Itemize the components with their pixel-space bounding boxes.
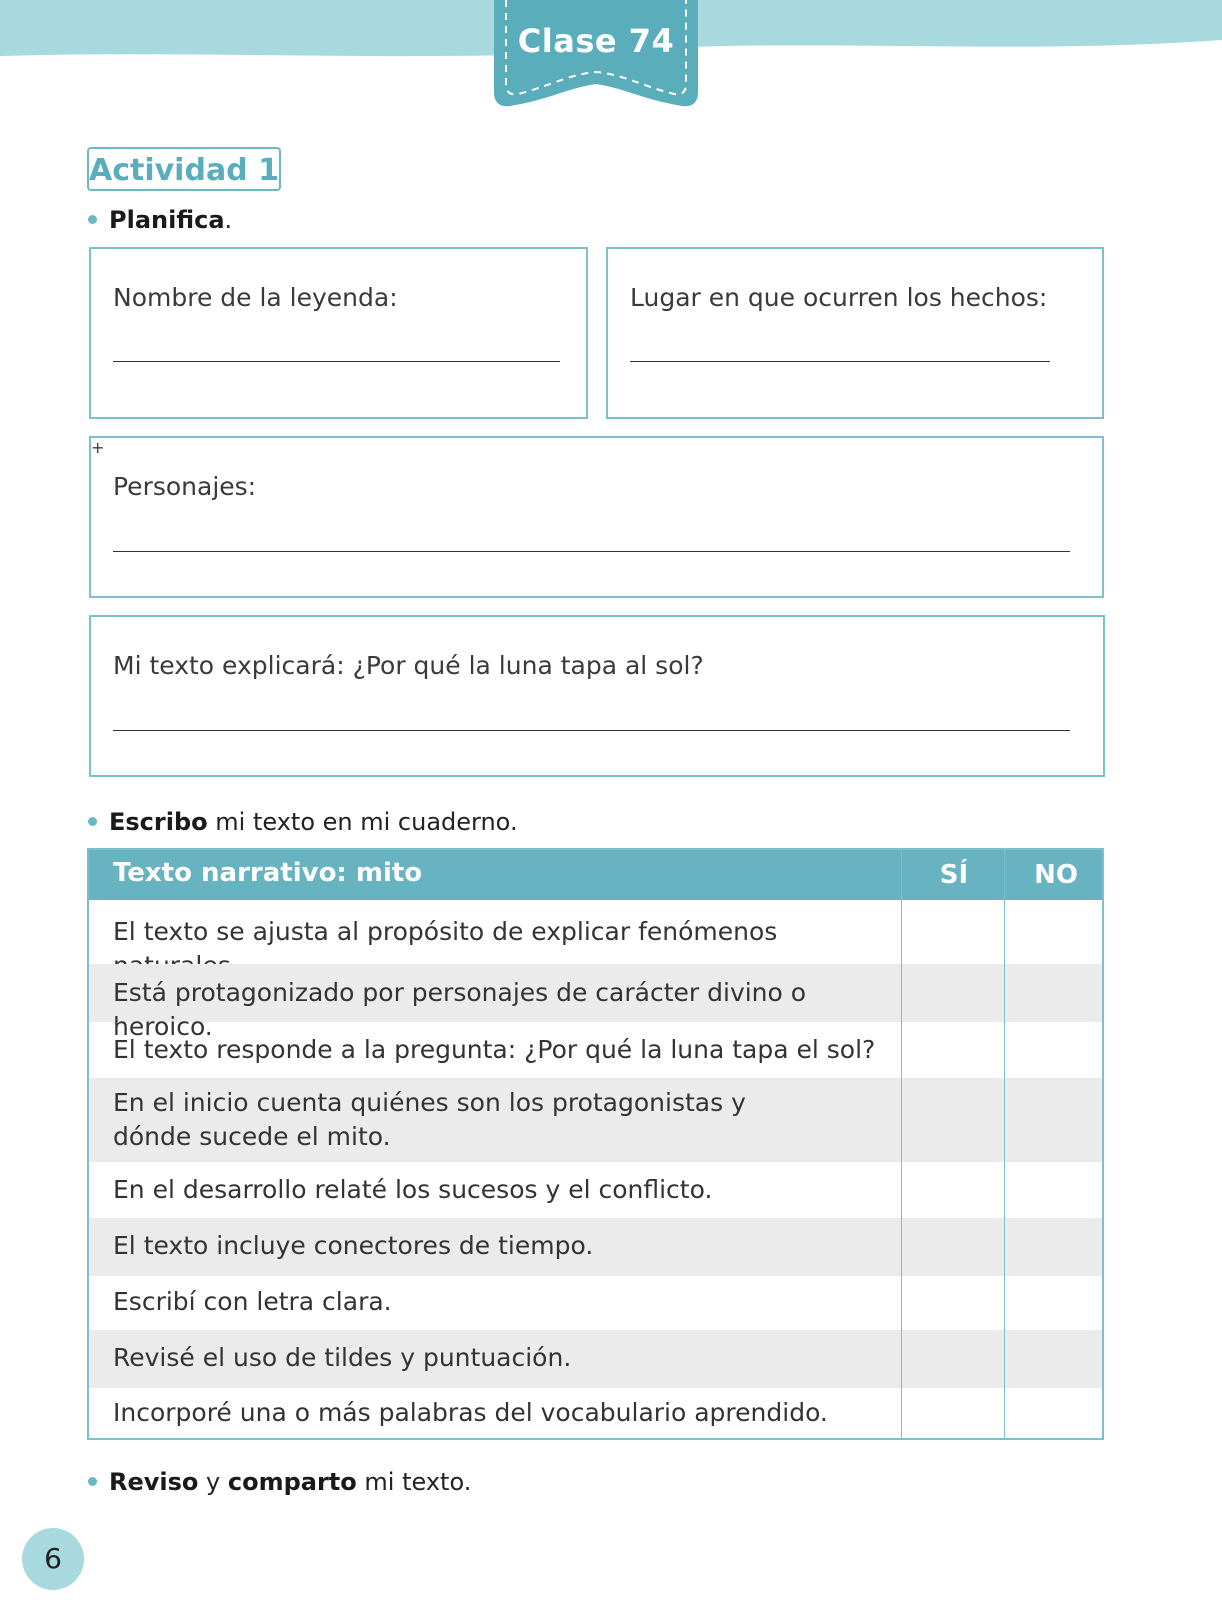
column-divider-no [1004, 850, 1005, 1438]
checklist-row [89, 1162, 1102, 1218]
escribo-instruction [88, 808, 518, 836]
checklist-row-text: Incorporé una o más palabras del vocabulario aprendido. [113, 1398, 828, 1427]
checklist-row-text: Escribí con letra clara. [113, 1287, 392, 1316]
escribo-bold: Escribo [109, 808, 208, 836]
checklist-row [89, 1218, 1102, 1276]
lugar-hechos-answer-line[interactable] [630, 361, 1050, 362]
texto-explicara-answer-line[interactable] [113, 730, 1070, 731]
checklist-row-text: Revisé el uso de tildes y puntuación. [113, 1343, 572, 1372]
checklist-row [89, 1388, 1102, 1440]
checklist-row-text: El texto responde a la pregunta: ¿Por qué la luna tapa el sol? [113, 1035, 876, 1064]
planifica-bold: Planifica [109, 206, 225, 234]
personajes-label: Personajes: [113, 472, 257, 501]
checklist-row [89, 1330, 1102, 1388]
bullet-dot-icon [88, 1477, 97, 1486]
escribo-rest: mi texto en mi cuaderno. [207, 808, 518, 836]
reviso-instruction [88, 1468, 471, 1496]
checklist-header [89, 850, 1102, 900]
checklist-table [87, 848, 1104, 1440]
nombre-leyenda-box[interactable] [89, 247, 588, 419]
checklist-row-text: El texto incluye conectores de tiempo. [113, 1231, 594, 1260]
lugar-hechos-label: Lugar en que ocurren los hechos: [630, 283, 1048, 312]
checklist-title: Texto narrativo: mito [113, 858, 423, 888]
reviso-mid: y [198, 1468, 228, 1496]
reviso-rest: mi texto. [356, 1468, 472, 1496]
checklist-row-text: El texto se ajusta al propósito de explicar fenómenos [113, 917, 778, 946]
texto-explicara-box[interactable] [89, 615, 1105, 777]
nombre-leyenda-label: Nombre de la leyenda: [113, 283, 398, 312]
personajes-answer-line[interactable] [113, 551, 1070, 552]
checklist-row-text: En el desarrollo relaté los sucesos y el conflicto. [113, 1175, 713, 1204]
planifica-instruction [88, 206, 232, 234]
checklist-row [89, 1078, 1102, 1162]
page-number: 6 [22, 1528, 84, 1590]
checklist-row [89, 900, 1102, 964]
checklist-row [89, 964, 1102, 1041]
activity-title: Actividad 1 [89, 153, 279, 188]
column-si-header: SÍ [939, 860, 969, 890]
checklist-row-text: Está protagonizado por personajes de carácter divino o heroico. [113, 978, 807, 1041]
comparto-bold: comparto [227, 1468, 357, 1496]
reviso-bold: Reviso [109, 1468, 199, 1496]
checklist-row [89, 1022, 1102, 1078]
personajes-box[interactable]: Personajes: + [89, 436, 1104, 598]
nombre-leyenda-answer-line[interactable] [113, 361, 560, 362]
column-divider-si [901, 850, 902, 1438]
clase-title: Clase 74 [517, 22, 675, 60]
bullet-dot-icon [88, 215, 97, 224]
column-no-header: NO [1034, 860, 1078, 890]
texto-explicara-label: Mi texto explicará: ¿Por qué la luna tapa al sol? [113, 651, 704, 680]
checklist-row [89, 1276, 1102, 1330]
bullet-dot-icon [88, 817, 97, 826]
planifica-rest: . [224, 206, 233, 234]
lugar-hechos-box[interactable] [606, 247, 1104, 419]
activity-heading-box [87, 147, 281, 191]
checklist-row-text: En el inicio cuenta quiénes son los protagonistas y dónde sucede el mito. [113, 1088, 746, 1151]
